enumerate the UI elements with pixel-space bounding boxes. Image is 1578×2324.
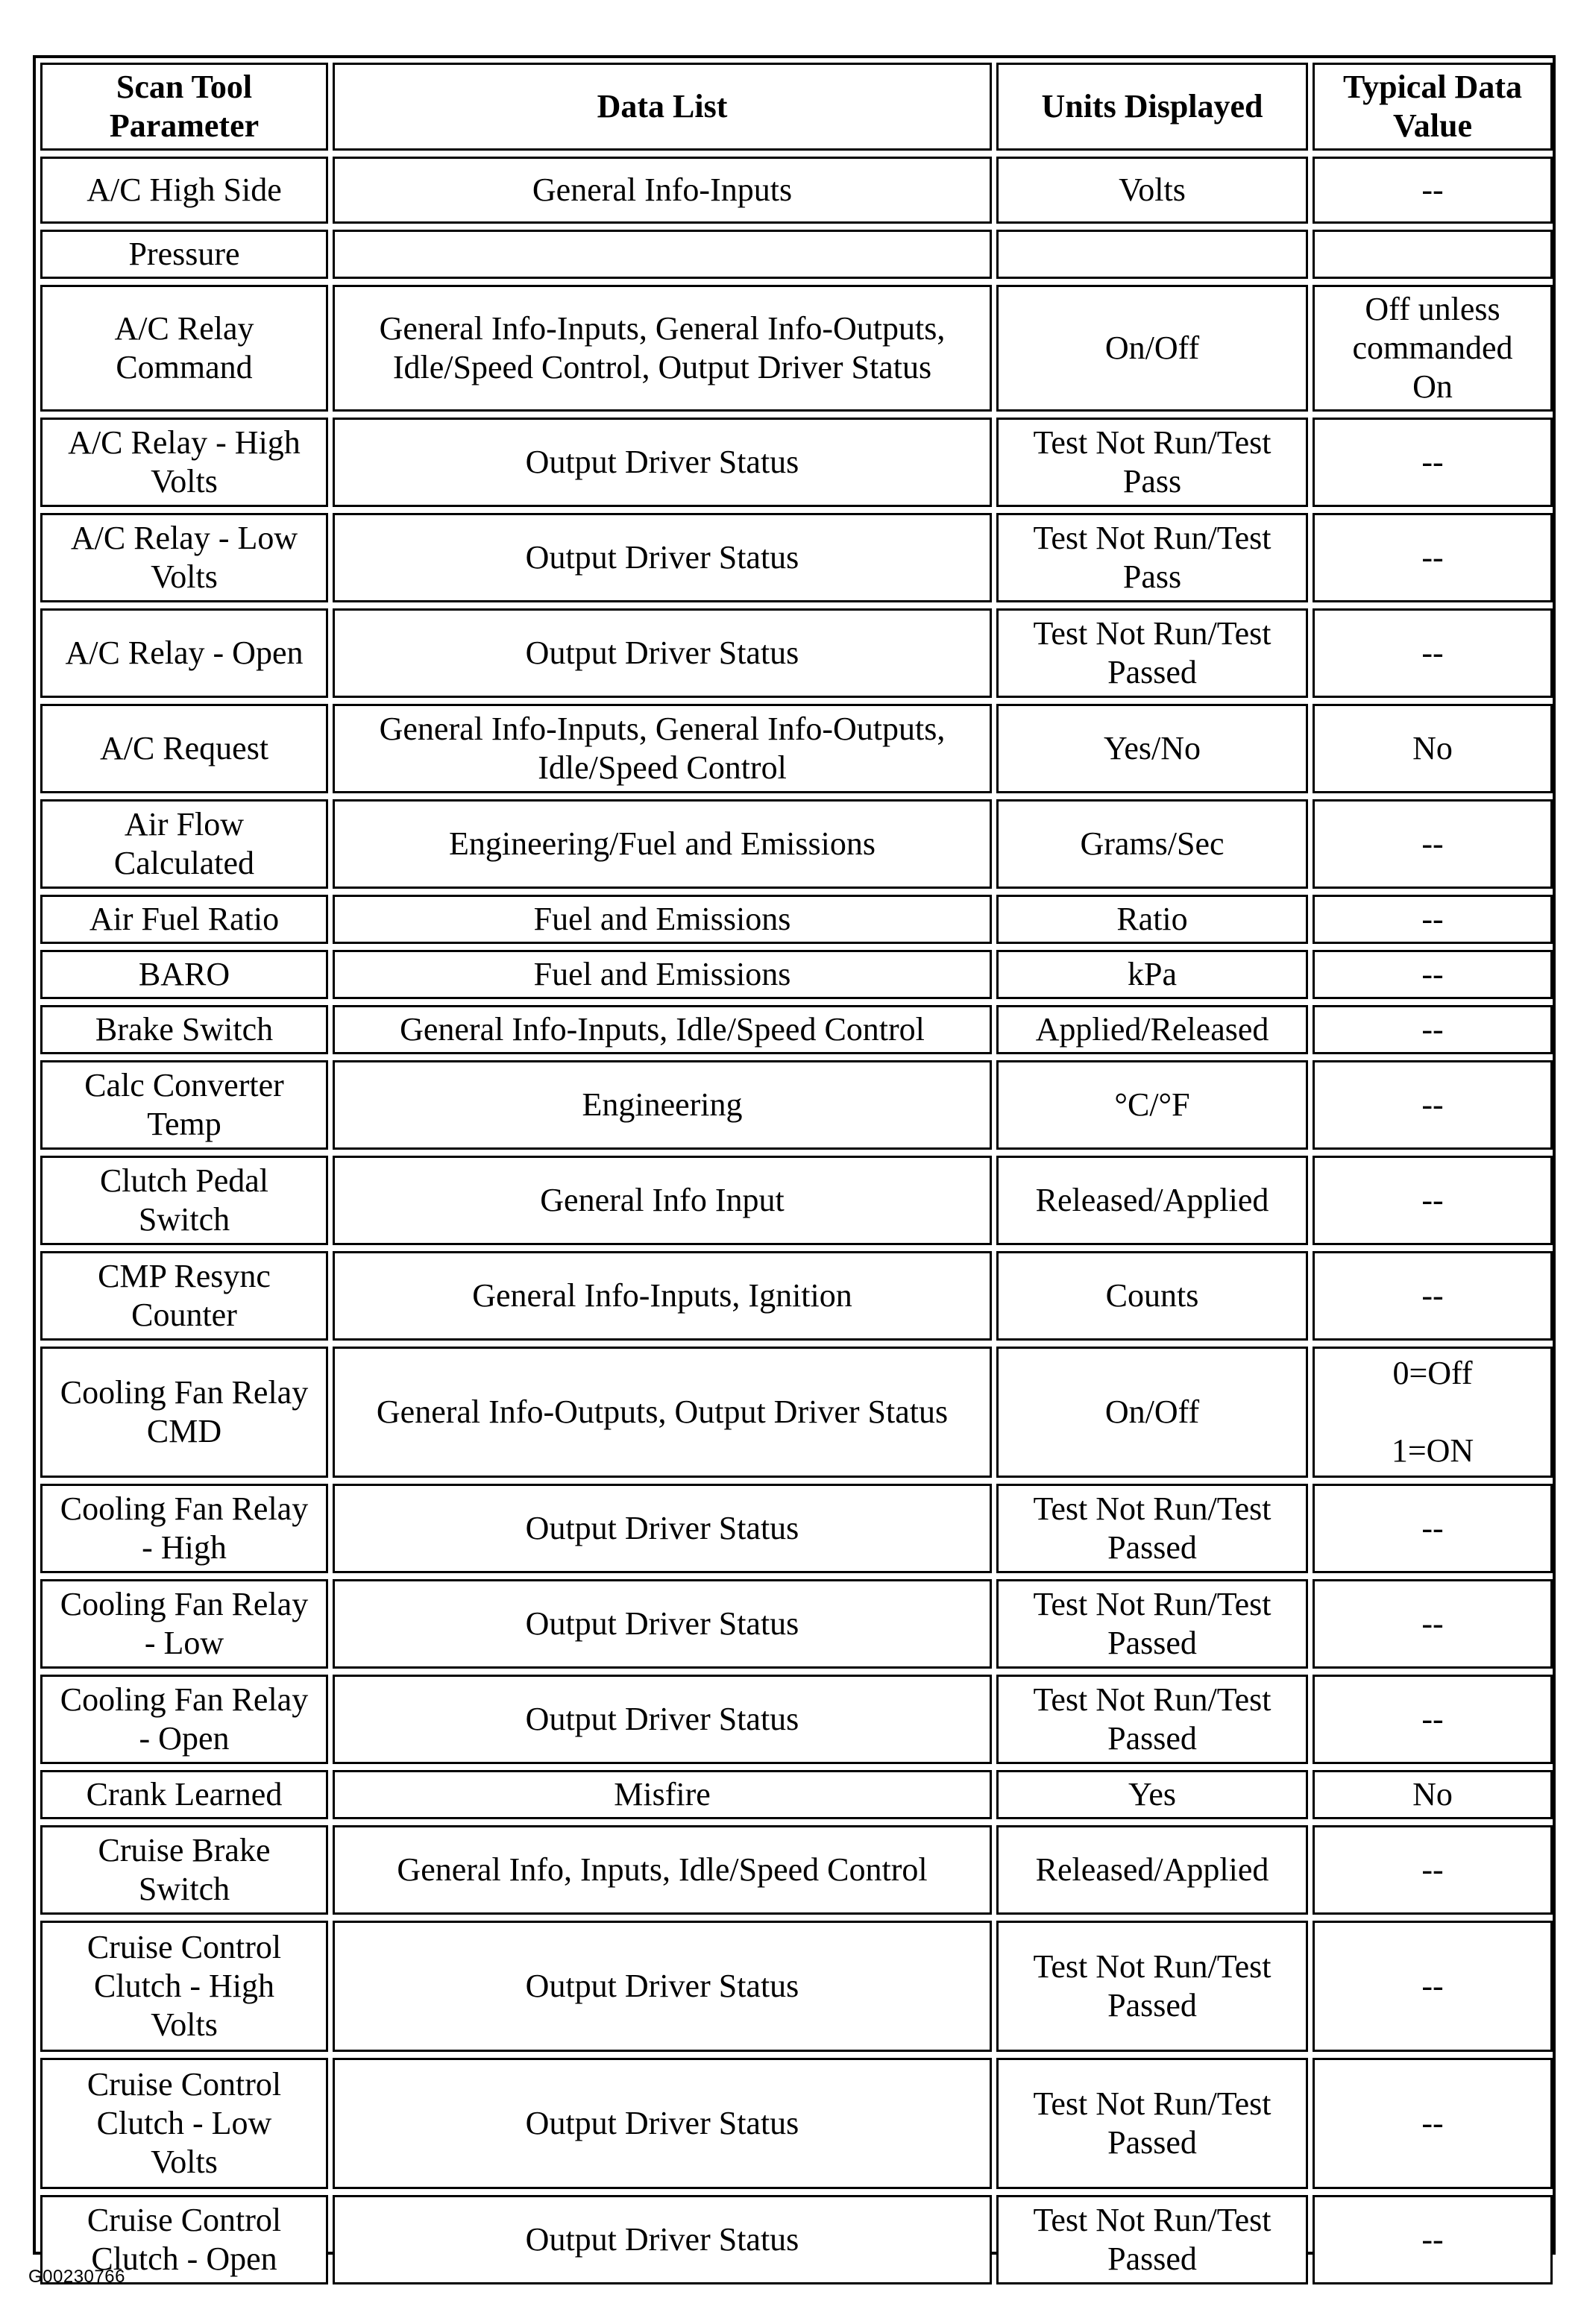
cell-parameter [40,157,328,224]
cell-data-list [333,1770,992,1819]
cell-units-text: Yes [1128,1776,1177,1813]
cell-units-text: °C/°F [1114,1086,1190,1123]
header-units [996,63,1308,151]
cell-units [996,285,1308,412]
cell-parameter [40,1675,328,1764]
cell-typical-value-text: -- [1421,1182,1444,1218]
cell-typical-value [1313,1675,1553,1764]
cell-units [996,1156,1308,1245]
cell-units [996,513,1308,602]
cell-data-list [333,1156,992,1245]
cell-parameter [40,1347,328,1478]
cell-units-text: Test Not Run/Test Pass [1033,424,1271,500]
cell-units [996,1579,1308,1669]
cell-typical-value [1313,608,1553,698]
cell-units-text: Released/Applied [1035,1851,1269,1888]
cell-units-text: Test Not Run/Test Passed [1033,1948,1271,2024]
cell-typical-value [1313,799,1553,889]
cell-parameter [40,950,328,999]
cell-typical-value [1313,418,1553,507]
cell-parameter-text: A/C Relay - Open [65,634,304,671]
cell-data-list [333,285,992,412]
cell-typical-value-text: -- [1421,2221,1444,2258]
cell-typical-value-text: -- [1421,1968,1444,2004]
cell-parameter [40,608,328,698]
cell-typical-value [1313,230,1553,279]
cell-typical-value [1313,157,1553,224]
cell-typical-value [1313,1005,1553,1054]
cell-units-text: Released/Applied [1035,1182,1269,1218]
cell-data-list-text: Misfire [614,1776,711,1813]
cell-typical-value-text: -- [1421,539,1444,576]
cell-parameter-text: Clutch Pedal Switch [99,1162,269,1238]
header-typical-value-text: Typical Data Value [1343,69,1522,144]
cell-typical-value-text: -- [1421,901,1444,937]
cell-data-list-text: General Info Input [540,1182,785,1218]
cell-parameter [40,513,328,602]
cell-units [996,1484,1308,1573]
cell-data-list [333,2195,992,2284]
cell-parameter-text: Cooling Fan Relay CMD [60,1374,309,1449]
cell-data-list [333,704,992,793]
cell-parameter [40,1770,328,1819]
cell-parameter-text: A/C Relay Command [114,310,254,385]
cell-typical-value [1313,2195,1553,2284]
cell-units [996,230,1308,279]
cell-data-list [333,230,992,279]
cell-units [996,418,1308,507]
cell-parameter [40,1005,328,1054]
cell-typical-value-text: -- [1421,444,1444,480]
cell-data-list-text: Output Driver Status [525,1510,799,1546]
cell-parameter [40,1484,328,1573]
cell-typical-value-text: -- [1421,956,1444,992]
cell-typical-value-text: -- [1421,1277,1444,1314]
cell-typical-value-text: -- [1421,1605,1444,1642]
cell-data-list [333,2058,992,2189]
cell-data-list [333,1675,992,1764]
cell-data-list-text: Output Driver Status [525,1605,799,1642]
cell-units-text: Applied/Released [1035,1011,1269,1048]
figure-id: G00230766 [28,2267,125,2287]
cell-units [996,1347,1308,1478]
cell-parameter-text: Calc Converter Temp [84,1067,284,1142]
cell-parameter [40,1825,328,1915]
cell-data-list-text: Fuel and Emissions [533,901,791,937]
cell-data-list [333,799,992,889]
cell-units [996,1770,1308,1819]
cell-data-list [333,950,992,999]
cell-units-text: kPa [1128,956,1177,992]
cell-units [996,2058,1308,2189]
header-typical-value [1313,63,1553,151]
cell-typical-value-text: -- [1421,825,1444,862]
cell-parameter [40,418,328,507]
cell-typical-value [1313,1825,1553,1915]
cell-parameter-text: A/C Request [99,730,269,766]
cell-data-list-text: Output Driver Status [525,1701,799,1737]
header-data-list [333,63,992,151]
cell-data-list-text: General Info-Inputs, Idle/Speed Control [400,1011,925,1048]
cell-data-list-text: Output Driver Status [525,539,799,576]
cell-data-list [333,1579,992,1669]
cell-typical-value-text: -- [1421,1510,1444,1546]
cell-data-list-text: General Info-Inputs, General Info-Outputs, Idle/Speed Control, Output Driver Status [379,310,946,385]
cell-parameter-text: Cruise Control Clutch - Low Volts [87,2066,282,2180]
cell-data-list-text: General Info-Inputs [532,171,793,208]
cell-parameter-text: Air Fuel Ratio [89,901,280,937]
cell-parameter-text: A/C Relay - High Volts [68,424,301,500]
cell-units-text: Volts [1119,171,1186,208]
cell-data-list-text: General Info-Inputs, General Info-Outputs, Idle/Speed Control [379,711,946,786]
cell-data-list-text: Fuel and Emissions [533,956,791,992]
cell-units [996,1675,1308,1764]
cell-units-text: Test Not Run/Test Passed [1033,1586,1271,1661]
cell-data-list [333,157,992,224]
cell-data-list [333,1347,992,1478]
cell-data-list-text: Engineering [582,1086,743,1123]
cell-typical-value [1313,704,1553,793]
cell-parameter-text: Cruise Control Clutch - High Volts [87,1929,282,2043]
cell-data-list [333,1921,992,2052]
cell-typical-value [1313,2058,1553,2189]
cell-units [996,895,1308,944]
cell-parameter-text: CMP Resync Counter [98,1258,271,1333]
cell-parameter-text: Pressure [128,236,240,272]
cell-data-list [333,1825,992,1915]
data-table [33,55,1556,2277]
cell-parameter [40,1921,328,2052]
cell-parameter-text: Cooling Fan Relay - Low [60,1586,309,1661]
cell-data-list [333,513,992,602]
cell-data-list-text: General Info, Inputs, Idle/Speed Control [397,1851,928,1888]
cell-typical-value [1313,1484,1553,1573]
cell-units-text: Ratio [1116,901,1188,937]
cell-data-list-text: Engineering/Fuel and Emissions [449,825,876,862]
cell-parameter [40,2058,328,2189]
cell-units-text: Test Not Run/Test Passed [1033,2202,1271,2277]
cell-parameter [40,1251,328,1341]
cell-parameter-text: Cooling Fan Relay - Open [60,1681,309,1757]
cell-parameter-text: Cruise Control Clutch - Open [87,2202,282,2277]
cell-units-text: On/Off [1104,1394,1200,1430]
cell-units-text: Test Not Run/Test Pass [1033,520,1271,595]
cell-typical-value-text: -- [1421,2105,1444,2141]
cell-units [996,1921,1308,2052]
cell-parameter-text: A/C High Side [87,171,282,208]
cell-typical-value-text: No [1412,1776,1453,1813]
cell-typical-value-text: -- [1421,1701,1444,1737]
cell-parameter-text: Cruise Brake Switch [98,1832,271,1907]
cell-typical-value-text: -- [1421,1086,1444,1123]
cell-units [996,1825,1308,1915]
cell-typical-value-text: Off unless commanded On [1352,291,1513,405]
cell-data-list [333,418,992,507]
cell-units-text: Yes/No [1103,730,1201,766]
cell-data-list [333,1005,992,1054]
cell-typical-value-text: No [1412,730,1453,766]
cell-typical-value-text: -- [1421,171,1444,208]
header-parameter-text: Scan Tool Parameter [109,69,260,144]
cell-data-list-text: Output Driver Status [525,1968,799,2004]
cell-units [996,157,1308,224]
cell-units-text: Counts [1105,1277,1199,1314]
cell-typical-value-text: -- [1421,1011,1444,1048]
cell-parameter [40,1156,328,1245]
header-units-text: Units Displayed [1041,88,1263,125]
cell-units-text: Test Not Run/Test Passed [1033,615,1271,690]
cell-typical-value [1313,895,1553,944]
cell-parameter-text: Cooling Fan Relay - High [60,1490,309,1566]
cell-units [996,1251,1308,1341]
cell-parameter [40,704,328,793]
cell-typical-value [1313,1251,1553,1341]
cell-units [996,950,1308,999]
cell-parameter [40,895,328,944]
cell-units [996,1060,1308,1150]
cell-units-text: Grams/Sec [1080,825,1225,862]
cell-parameter-text: Crank Learned [86,1776,283,1813]
cell-parameter-text: BARO [138,956,230,992]
cell-typical-value [1313,1347,1553,1478]
cell-units [996,704,1308,793]
cell-data-list [333,608,992,698]
cell-typical-value [1313,285,1553,412]
cell-units [996,799,1308,889]
cell-parameter [40,799,328,889]
cell-data-list-text: General Info-Inputs, Ignition [472,1277,852,1314]
cell-parameter-text: Brake Switch [95,1011,274,1048]
cell-data-list [333,895,992,944]
cell-typical-value [1313,1921,1553,2052]
cell-data-list-text: Output Driver Status [525,444,799,480]
cell-units [996,608,1308,698]
cell-parameter-text: Air Flow Calculated [113,806,255,881]
cell-typical-value [1313,513,1553,602]
cell-typical-value-text: -- [1421,634,1444,671]
header-parameter [40,63,328,151]
cell-typical-value [1313,1060,1553,1150]
cell-typical-value [1313,1156,1553,1245]
cell-data-list [333,1060,992,1150]
cell-data-list-text: Output Driver Status [525,2221,799,2258]
cell-typical-value-text: -- [1421,1851,1444,1888]
cell-parameter [40,1579,328,1669]
header-data-list-text: Data List [597,88,728,125]
cell-typical-value [1313,1770,1553,1819]
cell-data-list [333,1251,992,1341]
cell-data-list-text: Output Driver Status [525,2105,799,2141]
cell-data-list-text: Output Driver Status [525,634,799,671]
cell-parameter-text: A/C Relay - Low Volts [70,520,298,595]
cell-units-text: Test Not Run/Test Passed [1033,2085,1271,2161]
cell-units-text: Test Not Run/Test Passed [1033,1490,1271,1566]
cell-parameter [40,285,328,412]
cell-data-list [333,1484,992,1573]
cell-units [996,1005,1308,1054]
cell-data-list-text: General Info-Outputs, Output Driver Status [376,1394,949,1430]
cell-parameter [40,1060,328,1150]
cell-typical-value [1313,950,1553,999]
cell-parameter [40,230,328,279]
cell-typical-value-text: 0=Off 1=ON [1391,1355,1474,1469]
cell-units [996,2195,1308,2284]
cell-typical-value [1313,1579,1553,1669]
cell-units-text: On/Off [1104,330,1200,366]
cell-units-text: Test Not Run/Test Passed [1033,1681,1271,1757]
